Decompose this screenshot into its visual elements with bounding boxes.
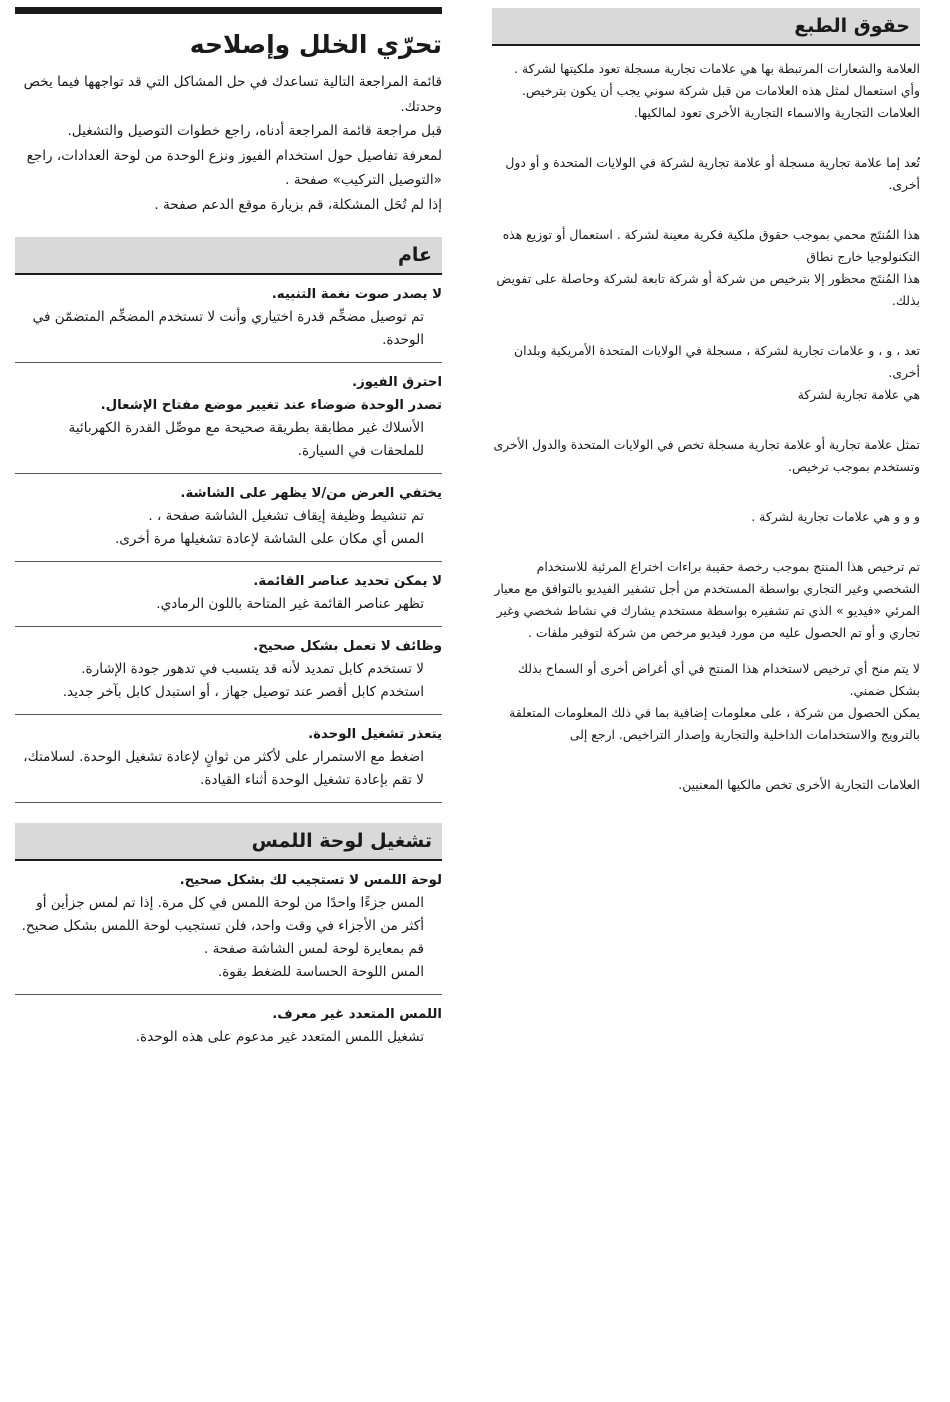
- issue-item: [15, 715, 442, 803]
- top-rule: [15, 7, 442, 14]
- copyright-text: تُعد إما علامة تجارية مسجلة أو علامة تجارية لشركة في الولايات المتحدة و أو دول أخرى.: [505, 155, 920, 192]
- issue-item: [15, 995, 442, 1059]
- copyright-paragraph: [492, 506, 920, 528]
- copyright-text: تمثل علامة تجارية أو علامة تجارية مسجلة تخص في الولايات المتحدة والدول الأخرى وتستخدم بموجب ترخيص.: [493, 437, 920, 474]
- issue-item: [15, 275, 442, 363]
- copyright-paragraph: [492, 58, 920, 124]
- copyright-paragraph: [492, 658, 920, 746]
- issue-remedy: المس اللوحة الحساسة للضغط بقوة.: [217, 964, 424, 980]
- copyright-text: و و و هي علامات تجارية لشركة .: [751, 509, 920, 524]
- copyright-text: تم ترخيص هذا المنتج بموجب رخصة حقيبة براءات اختراع المرئية للاستخدام الشخصي وغير التجاري بواسطة المستخدم من أجل تشفير الفيديو بالتوافق مع معيار المرئي «فيديو » الذي تم تشفيره بواسطة مستخدم يشارك في نشاط شخصي وغير تجاري و أو تم الحصول عليه من مورد فيديو مرخص من شركة لتوفير ملفات .: [494, 559, 920, 640]
- issue-remedy: لا تستخدم كابل تمديد لأنه قد يتسبب في تدهور جودة الإشارة.: [81, 661, 424, 677]
- issue-title: لا يمكن تحديد عناصر القائمة.: [253, 574, 442, 589]
- issue-title: احترق الفيوز.: [352, 375, 442, 390]
- issue-title: لوحة اللمس لا تستجيب لك بشكل صحيح.: [179, 873, 442, 888]
- issue-title: اللمس المتعدد غير معرف.: [272, 1007, 442, 1022]
- section-header-copyright: حقوق الطبع: [492, 8, 920, 46]
- issue-remedy: اضغط مع الاستمرار على لأكثر من ثوانٍ لإعادة تشغيل الوحدة. لسلامتك، لا تقم بإعادة تشغيل الوحدة أثناء القيادة.: [23, 749, 424, 788]
- issue-remedy: استخدم كابل أقصر عند توصيل جهاز ، أو استبدل كابل بآخر جديد.: [62, 684, 424, 700]
- issue-remedy: المس جزءًا واحدًا من لوحة اللمس في كل مرة. إذا تم لمس جزأين أو أكثر من الأجزاء في وقت واحد، فلن تستجيب لوحة اللمس بشكل صحيح.: [21, 895, 424, 934]
- issue-remedy: تم توصيل مضخِّم قدرة اختياري وأنت لا تستخدم المضخِّم المتضمّن في الوحدة.: [32, 309, 424, 348]
- issue-remedy: تم تنشيط وظيفة إيقاف تشغيل الشاشة صفحة ، .: [148, 508, 424, 524]
- issue-remedy: المس أي مكان على الشاشة لإعادة تشغيلها مرة أخرى.: [114, 531, 424, 547]
- copyright-paragraph: [492, 774, 920, 796]
- copyright-paragraph: [492, 434, 920, 478]
- copyright-text: هذا المُنتَج محظور إلا بترخيص من شركة أو شركة تابعة لشركة وحاصلة على تفويض بذلك.: [496, 271, 920, 308]
- intro-line: لمعرفة تفاصيل حول استخدام الفيوز ونزع الوحدة من لوحة العدادات، راجع «التوصيل التركيب» صفحة .: [26, 147, 442, 188]
- issue-title: يختفي العرض من/لا يظهر على الشاشة.: [180, 486, 442, 501]
- issue-remedy: تظهر عناصر القائمة غير المتاحة باللون الرمادي.: [156, 596, 424, 612]
- copyright-text: يمكن الحصول من شركة ، على معلومات إضافية بما في ذلك المعلومات المتعلقة بالترويج والاستخدامات الداخلية والتجارية وإصدار التراخيص. ارجع إلى: [509, 705, 920, 742]
- page-title: تحرّي الخلل وإصلاحه: [189, 30, 442, 59]
- issue-item: [15, 562, 442, 627]
- issue-remedy: قم بمعايرة لوحة لمس الشاشة صفحة .: [203, 941, 424, 957]
- copyright-paragraph: [492, 152, 920, 196]
- copyright-text: تعد ، و ، و علامات تجارية لشركة ، مسجلة في الولايات المتحدة الأمريكية وبلدان أخرى.: [513, 343, 920, 380]
- section-header-touch-panel: تشغيل لوحة اللمس: [15, 823, 442, 861]
- issue-remedy: تشغيل اللمس المتعدد غير مدعوم على هذه الوحدة.: [135, 1029, 424, 1045]
- issue-title: يتعذر تشغيل الوحدة.: [308, 727, 442, 742]
- intro-line: إذا لم تُحَل المشكلة، قم بزيارة موقع الدعم صفحة .: [154, 196, 442, 213]
- intro-line: قائمة المراجعة التالية تساعدك في حل المشاكل التي قد تواجهها فيما يخص وحدتك.: [23, 74, 442, 115]
- copyright-paragraph: [492, 556, 920, 644]
- issue-item: [15, 363, 442, 474]
- copyright-paragraph: [492, 340, 920, 406]
- issue-item: [15, 627, 442, 715]
- troubleshooting-column: [15, 0, 442, 1059]
- issue-remedy: الأسلاك غير مطابقة بطريقة صحيحة مع موصِّل القدرة الكهربائية للملحقات في السيارة.: [68, 420, 424, 459]
- issue-item: [15, 474, 442, 562]
- copyright-text: هذا المُنتَج محمي بموجب حقوق ملكية فكرية معينة لشركة . استعمال أو توزيع هذه التكنولوجيا خارج نطاق: [502, 227, 920, 264]
- copyright-text: العلامات التجارية الأخرى تخص مالكيها المعنيين.: [678, 777, 920, 792]
- issue-title: لا يصدر صوت نغمة التنبيه.: [271, 287, 442, 302]
- issue-title: تصدر الوحدة ضوضاء عند تغيير موضع مفتاح الإشعال.: [100, 398, 442, 413]
- copyright-paragraph: [492, 224, 920, 312]
- section-header-general: عام: [15, 237, 442, 275]
- copyright-column: [492, 0, 920, 796]
- intro-line: قبل مراجعة قائمة المراجعة أدناه، راجع خطوات التوصيل والتشغيل.: [67, 123, 442, 139]
- issue-title: وظائف لا تعمل بشكل صحيح.: [253, 639, 442, 654]
- copyright-text: لا يتم منح أي ترخيص لاستخدام هذا المنتج في أي أغراض أخرى أو السماح بذلك بشكل ضمني.: [517, 661, 920, 698]
- intro-text: [15, 70, 442, 217]
- copyright-text: العلامة والشعارات المرتبطة بها هي علامات تجارية مسجلة تعود ملكيتها لشركة . وأي استعمال لمثل هذه العلامات من قبل شركة سوني يجب أن يكون بترخيص. العلامات التجارية والاسماء التجارية الأخرى تعود لمالكيها.: [514, 61, 920, 120]
- copyright-text: هي علامة تجارية لشركة: [797, 387, 920, 402]
- issue-item: [15, 861, 442, 995]
